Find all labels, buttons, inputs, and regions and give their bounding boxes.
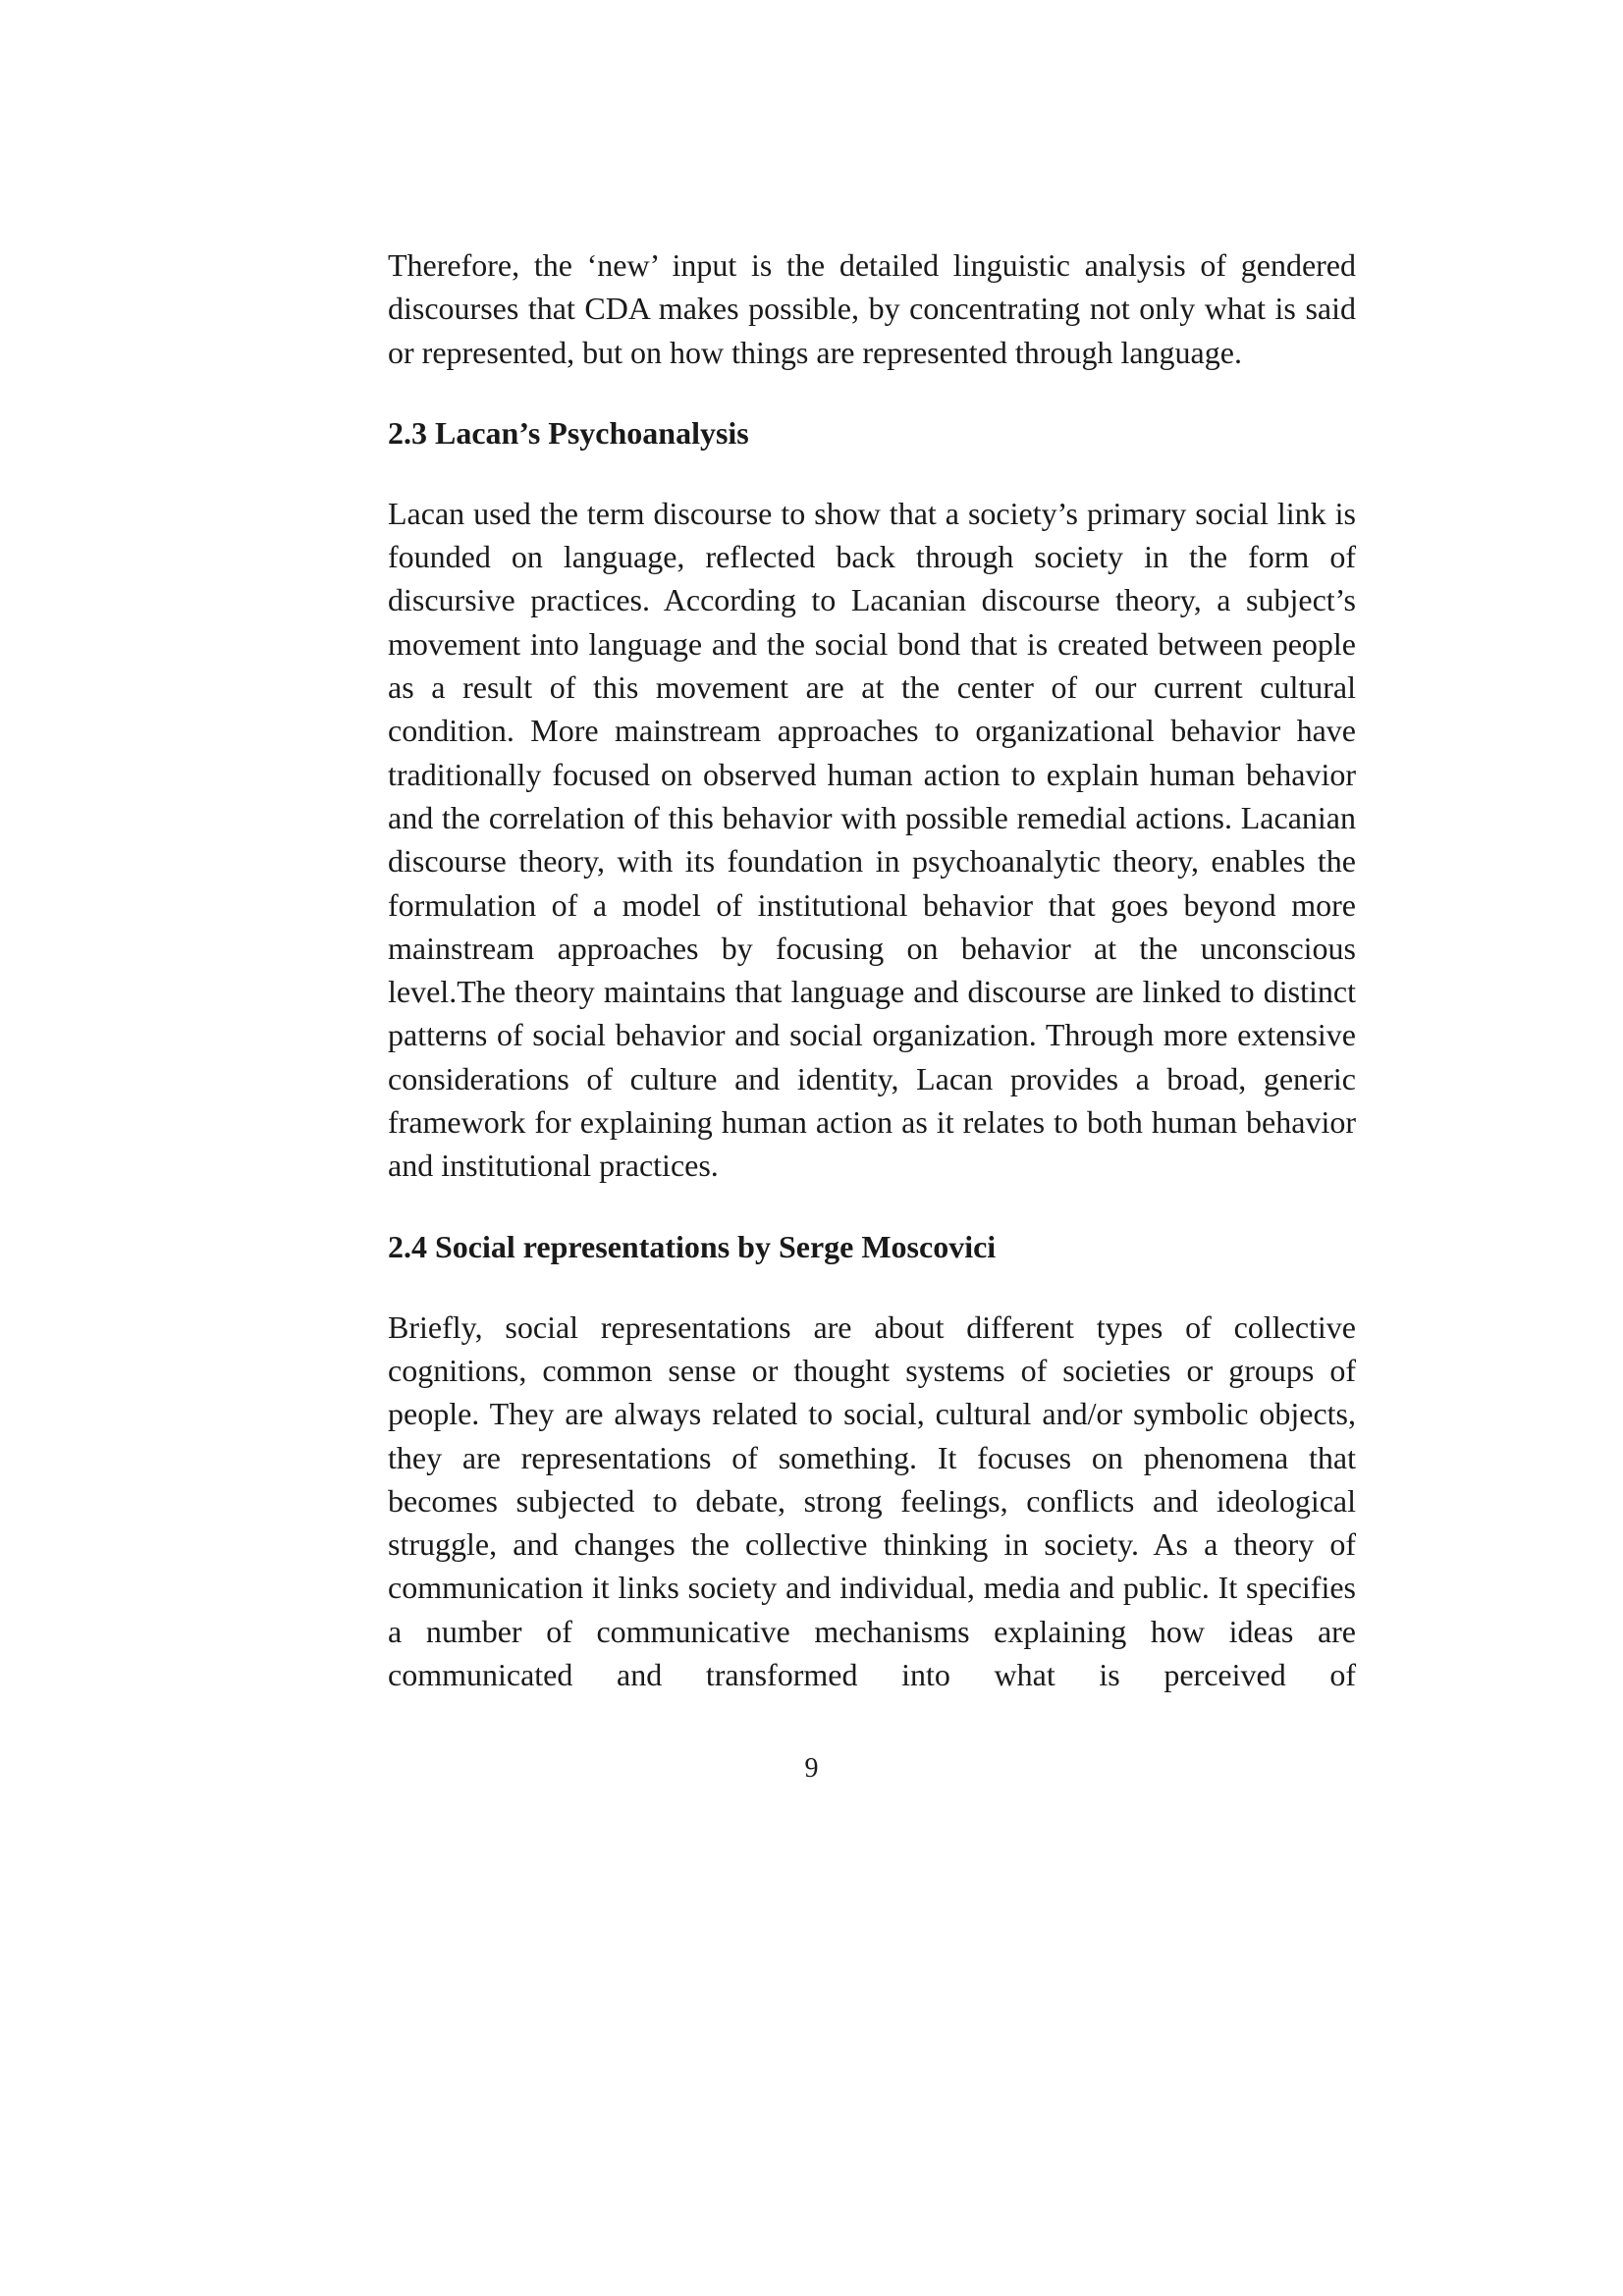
section-heading-lacan: 2.3 Lacan’s Psychoanalysis <box>388 414 749 451</box>
section-heading-social-representations: 2.4 Social representations by Serge Moscovici <box>388 1228 997 1264</box>
page-body <box>388 243 1356 1696</box>
lacan-paragraph: Lacan used the term discourse to show that a society’s primary social link is founded on language, reflected back through society in the form of discursive practices. According to Lacanian discourse theory, a subject’s movement into language and the social bond that is created between people as a result of this movement are at the center of our current cultural condition. More mainstream approaches to organizational behavior have traditionally focused on observed human action to explain human behavior and the correlation of this behavior with possible remedial actions. Lacanian discourse theory, with its foundation in psychoanalytic theory, enables the formulation of a model of institutional behavior that goes beyond more mainstream approaches by focusing on behavior at the unconscious level.The theory maintains that language and discourse are linked to distinct patterns of social behavior and social organization. Through more extensive considerations of culture and identity, Lacan provides a broad, generic framework for explaining human action as it relates to both human behavior and institutional practices. <box>388 495 1356 1184</box>
intro-paragraph: Therefore, the ‘new’ input is the detailed linguistic analysis of gendered discourses that CDA makes possible, by concentrating not only what is said or represented, but on how things are represented through language. <box>388 247 1356 370</box>
social-representations-paragraph: Briefly, social representations are about different types of collective cognitions, common sense or thought systems of societies or groups of people. They are always related to social, cultural and/or symbolic objects, they are representations of something. It focuses on phenomena that becomes subjected to debate, strong feelings, conflicts and ideological struggle, and changes the collective thinking in society. As a theory of communication it links society and individual, media and public. It specifies a number of communicative mechanisms explaining how ideas are communicated and transformed into what is perceived of <box>388 1308 1356 1693</box>
page-number: 9 <box>804 1753 819 1784</box>
